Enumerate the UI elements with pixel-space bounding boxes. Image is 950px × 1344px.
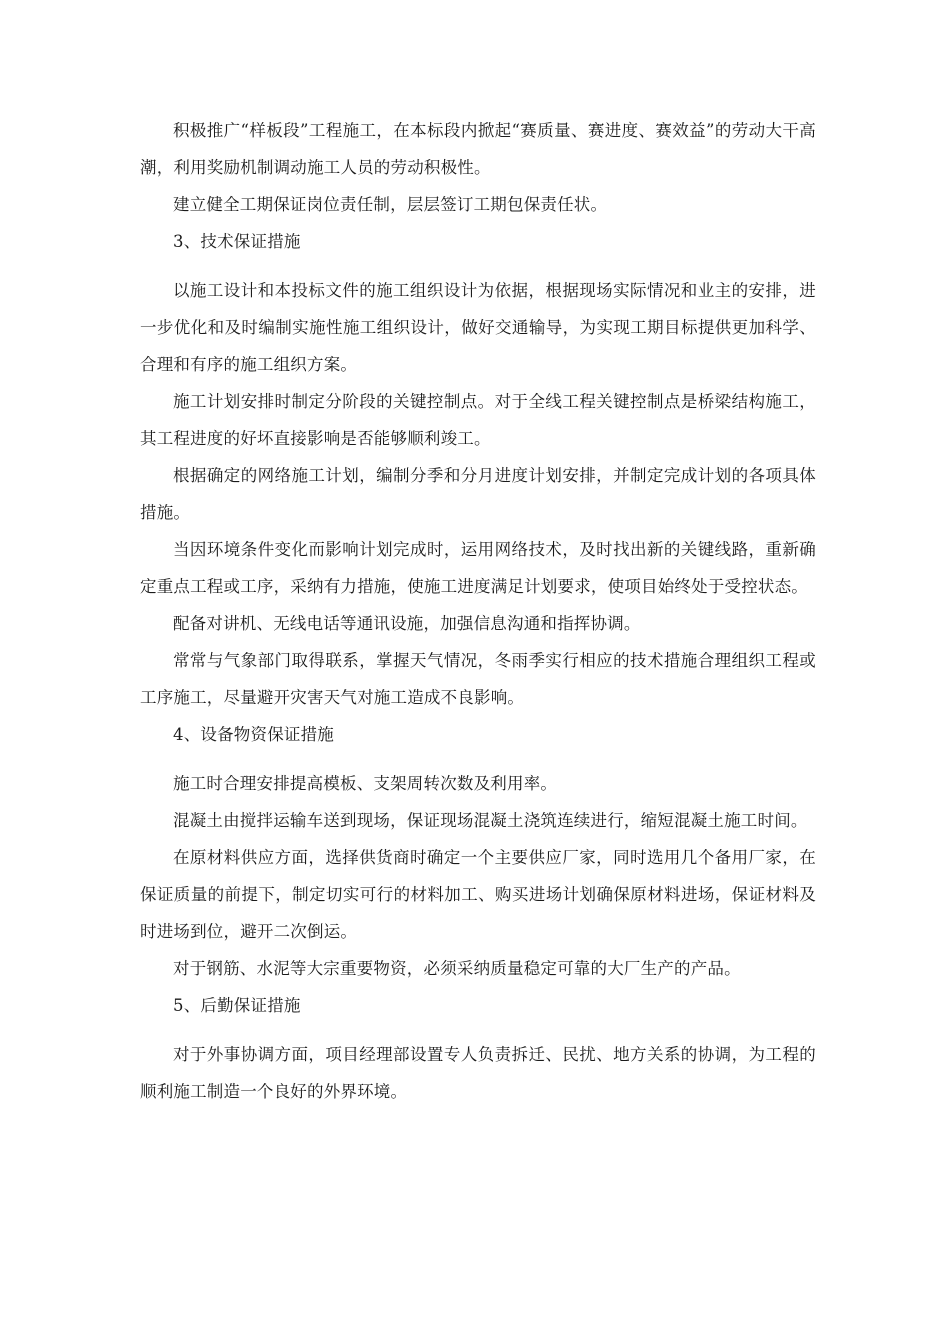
document-body: [140, 112, 816, 1110]
paragraph-4: 施工计划安排时制定分阶段的关键控制点。对于全线工程关键控制点是桥梁结构施工，其工程进度的好坏直接影响是否能够顺利竣工。: [140, 392, 816, 448]
paragraph-11: 在原材料供应方面，选择供货商时确定一个主要供应厂家，同时选用几个备用厂家，在保证质量的前提下，制定切实可行的材料加工、购买进场计划确保原材料进场，保证材料及时进场到位，避开二次倒运。: [140, 848, 816, 941]
paragraph-12: 对于钢筋、水泥等大宗重要物资，必须采纳质量稳定可靠的大厂生产的产品。: [173, 959, 741, 978]
paragraph-3: 以施工设计和本投标文件的施工组织设计为依据，根据现场实际情况和业主的安排，进一步优化和及时编制实施性施工组织设计，做好交通输导，为实现工期目标提供更加科学、合理和有序的施工组织方案。: [140, 281, 816, 374]
paragraph-9: 施工时合理安排提高模板、支架周转次数及利用率。: [173, 774, 558, 793]
paragraph-7: 配备对讲机、无线电话等通讯设施，加强信息沟通和指挥协调。: [173, 614, 641, 633]
paragraph-8: 常常与气象部门取得联系，掌握天气情况，冬雨季实行相应的技术措施合理组织工程或工序施工，尽量避开灾害天气对施工造成不良影响。: [140, 651, 816, 707]
section-heading-3: 3、技术保证措施: [173, 232, 301, 251]
paragraph-10: 混凝土由搅拌运输车送到现场，保证现场混凝土浇筑连续进行，缩短混凝土施工时间。: [173, 811, 808, 830]
paragraph-6: 当因环境条件变化而影响计划完成时，运用网络技术，及时找出新的关键线路，重新确定重点工程或工序，采纳有力措施，使施工进度满足计划要求，使项目始终处于受控状态。: [140, 540, 816, 596]
section-heading-5: 5、后勤保证措施: [173, 996, 301, 1015]
paragraph-13: 对于外事协调方面，项目经理部设置专人负责拆迁、民扰、地方关系的协调，为工程的顺利施工制造一个良好的外界环境。: [140, 1045, 816, 1101]
paragraph-1: 积极推广“样板段”工程施工，在本标段内掀起“赛质量、赛进度、赛效益”的劳动大干高潮，利用奖励机制调动施工人员的劳动积极性。: [140, 121, 816, 177]
section-heading-4: 4、设备物资保证措施: [173, 725, 334, 744]
paragraph-2: 建立健全工期保证岗位责任制，层层签订工期包保责任状。: [173, 195, 608, 214]
paragraph-5: 根据确定的网络施工计划，编制分季和分月进度计划安排，并制定完成计划的各项具体措施。: [140, 466, 816, 522]
